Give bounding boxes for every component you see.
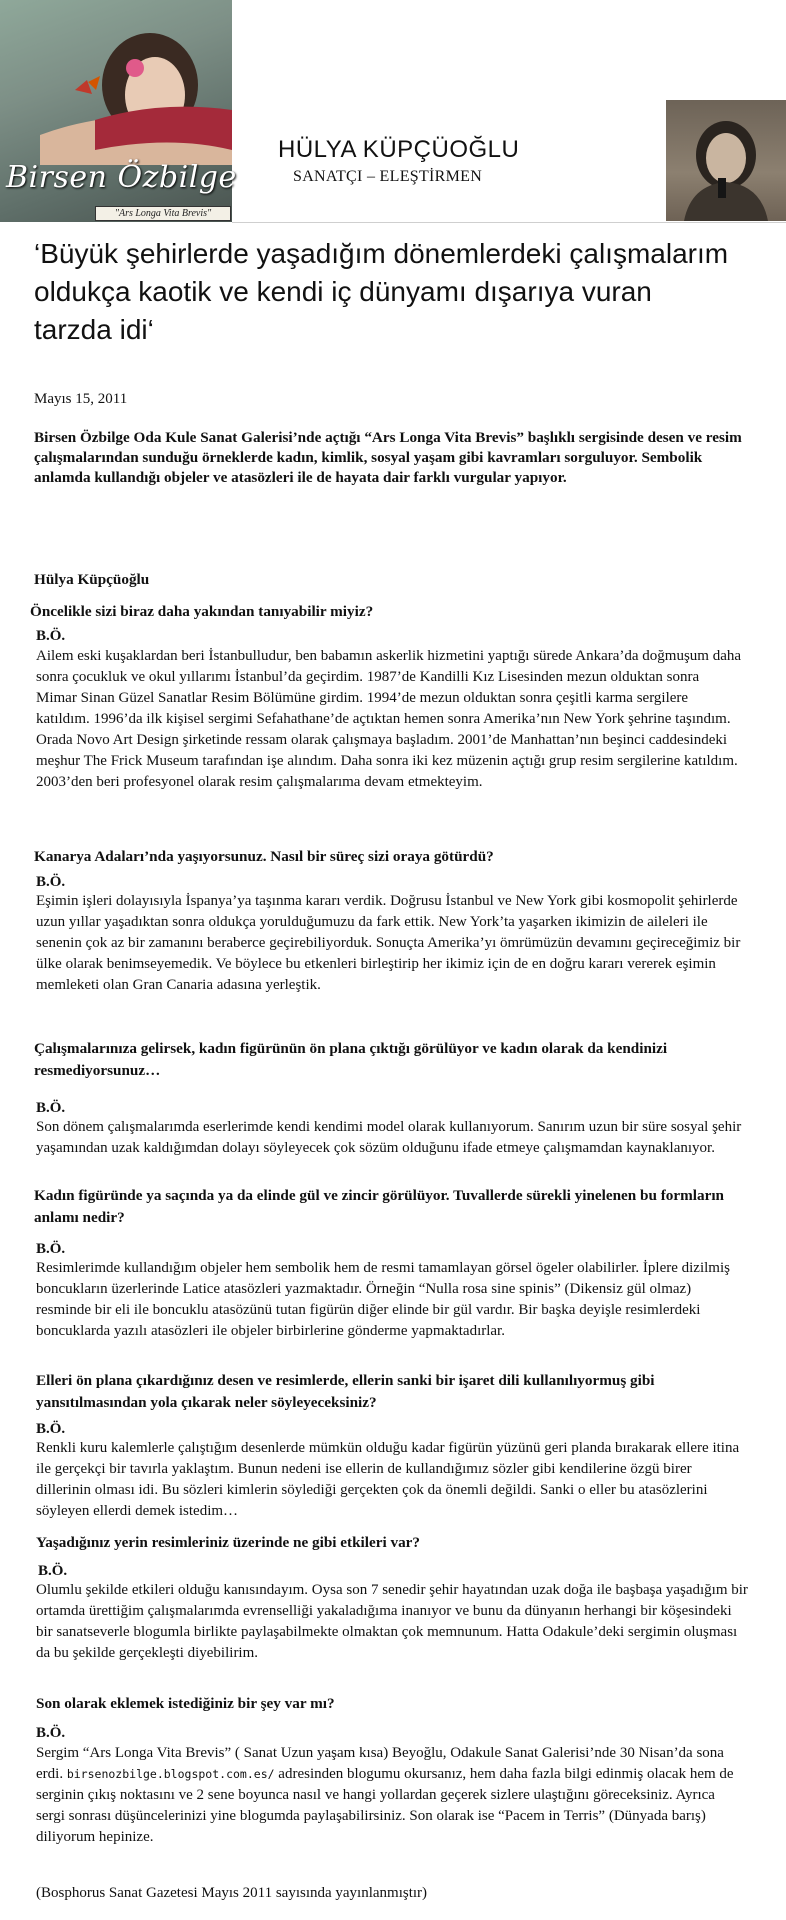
answer-2: Eşimin işleri dolayısıyla İspanya’ya taşınma kararı verdik. Doğrusu İstanbul ve New York gibi kosmopolit şehirlerde uzun yıllar yaşadıktan sonra oldukça yorulduğumuzu da fark ettik. New York’ta yaşarken ikimizin de aileleri ile senenin çok az bir zamanını beraberce geçirebiliyorduk. Sonuçta Amerika’yı ömrümüzün devamını geçireceğimiz bir ülke olarak benimseyemedik. Ve böylece bu etkenleri birleştirip her ikimiz için de en doğru kararı vererek eşimin memleketi olan Gran Canaria adasına yerleştik.: [36, 893, 741, 993]
author-name: HÜLYA KÜPÇÜOĞLU: [278, 136, 520, 163]
blog-link[interactable]: birsenozbilge.blogspot.com.es/: [66, 1767, 275, 1781]
author-role: SANATÇI – ELEŞTİRMEN: [293, 168, 483, 185]
article-headline: ‘Büyük şehirlerde yaşadığım dönemlerdeki çalışmalarım oldukça kaotik ve kendi iç dünyamı dışarıya vuran tarzda idi‘: [34, 238, 729, 345]
question-2: Kanarya Adaları’nda yaşıyorsunuz. Nasıl bir süreç sizi oraya götürdü?: [34, 848, 494, 865]
brand-signature: Birsen Özbilge: [6, 160, 237, 195]
answer-label: B.Ö.: [36, 628, 66, 644]
question-3: Çalışmalarınıza gelirsek, kadın figürünün ön plana çıktığı görülüyor ve kadın olarak da kendinizi resmediyorsunuz…: [34, 1040, 668, 1079]
header-divider: [232, 222, 786, 223]
exhibition-tagline: "Ars Longa Vita Brevis": [95, 206, 231, 221]
answer-label: B.Ö.: [36, 1241, 66, 1257]
answer-label: B.Ö.: [36, 1100, 66, 1116]
interviewer-name: Hülya Küpçüoğlu: [34, 571, 150, 588]
answer-4: Resimlerimde kullandığım objeler hem sembolik hem de resmi tamamlayan görsel ögeler olabilirler. İplere dizilmiş boncukların üzerlerinde Latice atasözleri yazmaktadır. Örneğin “Nulla rosa sine spinis” (Dikensiz gül olmaz) resminde bir eli ile boncuklu atasözünü tutan figürün diğer elinde bir gül vardır. Bir başka deyişle resimlerdeki boncuklarda yazılı atasözleri ile objeler birbirlerine gönderme yapmaktadırlar.: [36, 1260, 730, 1339]
question-4: Kadın figüründe ya saçında ya da elinde gül ve zincir görülüyor. Tuvallerde sürekli yinelenen bu formların anlamı nedir?: [34, 1187, 724, 1226]
answer-label: B.Ö.: [36, 1421, 66, 1437]
question-6: Yaşadığınız yerin resimleriniz üzerinde ne gibi etkileri var?: [36, 1534, 421, 1551]
answer-6: Olumlu şekilde etkileri olduğu kanısındayım. Oysa son 7 senedir şehir hayatından uzak doğa ile başbaşa yaşadığım bir ortamda ürettiğim çalışmalarımda evrenselliği yakaladığıma inanıyor ve bunu da dünyanın herhangi bir köşesindeki bir sanatseverle blogumla birlikte paylaşabilmekte olmaktan çok memnunum. Hatta Odakule’deki sergimin oluşması da bu şekilde gerçekleşti diyebilirim.: [36, 1582, 748, 1661]
question-1: Öncelikle sizi biraz daha yakından tanıyabilir miyiz?: [30, 603, 374, 620]
answer-7: [36, 1743, 736, 1848]
article-lead: Birsen Özbilge Oda Kule Sanat Galerisi’nde açtığı “Ars Longa Vita Brevis” başlıklı sergisinde desen ve resim çalışmalarından sunduğu örneklerde kadın, kimlik, sosyal yaşam gibi kavramları sorguluyor. Sembolik anlamda kullandığı objeler ve atasözleri ile de hayata dair farklı vurgular yapıyor.: [34, 429, 742, 486]
question-7: Son olarak eklemek istediğiniz bir şey var mı?: [36, 1695, 335, 1712]
author-photo: [666, 100, 786, 221]
answer-7-text-cont: adresinden blogumu okursanız, hem daha fazla bilgi edinmiş olacak hem de serginin çıkış noktasını ve 2 sene boyunca nasıl ve hangi yollardan geçerek sizlere ulaştığını göreceksiniz. Ayrıca sergi sonrası düşüncelerinizi yine blogumda paylaşabilirsiniz. Son olarak ise “Pacem in Terris” (Dünyada barış) diliyorum hepinize.: [36, 1766, 734, 1845]
answer-5: Renkli kuru kalemlerle çalıştığım desenlerde mümkün olduğu kadar figürün yüzünü geri planda bırakarak ellere itina ile gerçekçi bir tavırla yaklaştım. Bunun nedeni ise ellerin de kullandığımız sözler gibi kendilerine özgü birer dillerinin olması idi. Bu sözleri kimlerin söylediği gerçekten çok da önemli değildi. Sanki o eller bu atasözlerini söyleyen ellerdi demek istedim…: [36, 1440, 740, 1519]
author-portrait: [666, 100, 786, 221]
answer-label: B.Ö.: [38, 1563, 68, 1579]
answer-3: Son dönem çalışmalarımda eserlerimde kendi kendimi model olarak kullanıyorum. Sanırım uzun bir süre sosyal şehir yaşamından uzak kaldığımdan dolayı söyleyecek çok sözüm olduğunu ifade etmeye çalışmamdan kaynaklanıyor.: [36, 1119, 742, 1156]
answer-7-text: Sergim “Ars Longa Vita Brevis” ( Sanat Uzun yaşam kısa) Beyoğlu, Odakule Sanat Galerisi’nde 30 Nisan’da sona erdi.: [36, 1745, 724, 1782]
publication-note: (Bosphorus Sanat Gazetesi Mayıs 2011 sayısında yayınlanmıştır): [36, 1885, 428, 1901]
answer-label: B.Ö.: [36, 874, 66, 890]
question-5: Elleri ön plana çıkardığınız desen ve resimlerde, ellerin sanki bir işaret dili kullanılıyormuş gibi yansıtılmasından yola çıkarak neler söyleyeceksiniz?: [36, 1372, 655, 1411]
answer-label: B.Ö.: [36, 1725, 66, 1741]
publish-date: Mayıs 15, 2011: [34, 391, 128, 407]
answer-1: Ailem eski kuşaklardan beri İstanbulludur, ben babamın askerlik hizmetini yaptığı sürede Ankara’da doğmuşum daha sonra çocukluk ve okul yıllarımı İstanbul’da geçirdim. 1987’de Kandilli Kız Lisesinden mezun olduktan sonra Mimar Sinan Güzel Sanatlar Resim Bölümüne girdim. 1994’de mezun olduktan sonra çeşitli karma sergilere katıldım. 1996’da ilk kişisel sergimi Sefahathane’de açtıktan hemen sonra Amerika’nın New York şehrine taşındım. Orada Novo Art Design şirketinde ressam olarak çalışmaya başladım. 2001’de Manhattan’nın beşinci caddesindeki meşhur The Frick Museum tarafından işe alındım. Daha sonra iki kez müzenin açtığı grup resim sergilerine katıldım. 2003’den beri profesyonel olarak resim çalışmalarıma devam etmekteyim.: [36, 648, 742, 790]
